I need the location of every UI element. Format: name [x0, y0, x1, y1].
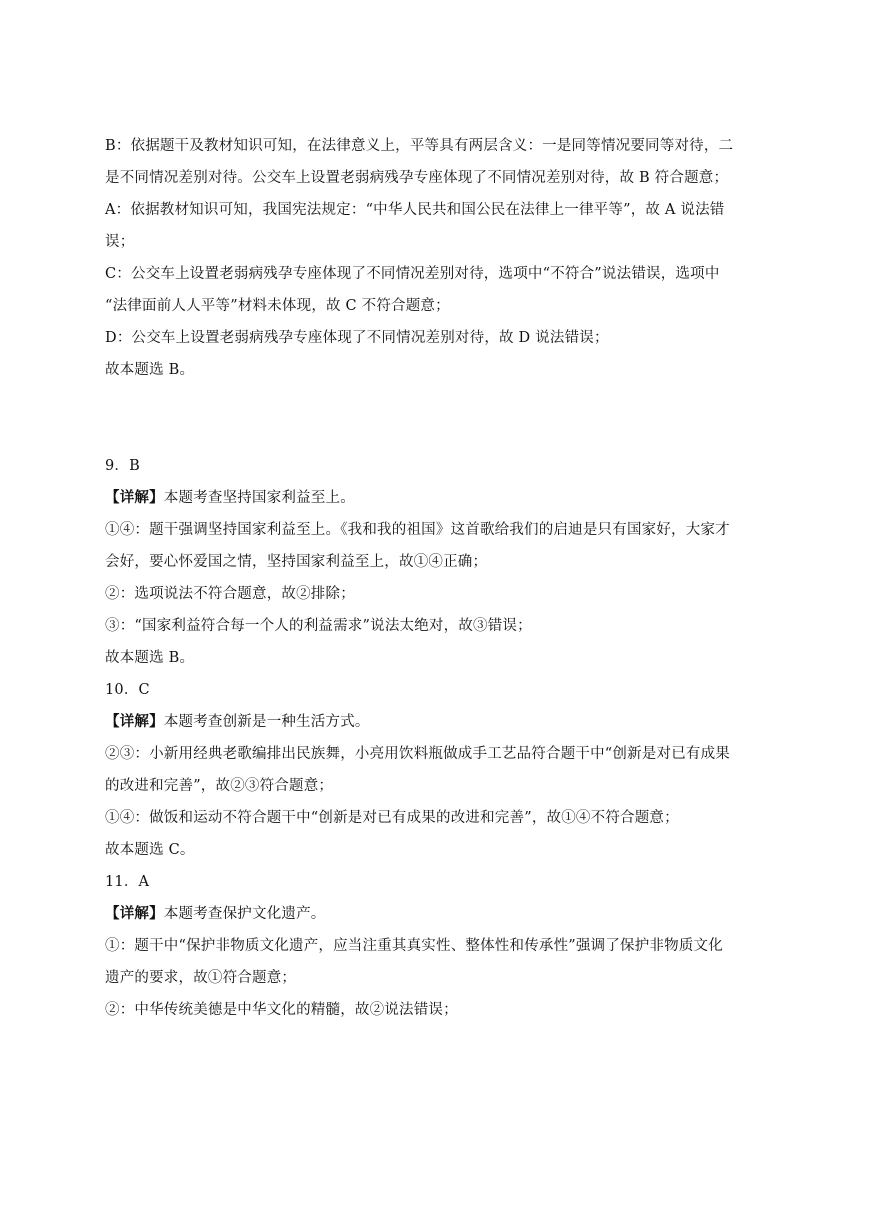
paragraph-line: ②：中华传统美德是中华文化的精髓，故②说法错误； [105, 1002, 458, 1018]
detail-line [105, 712, 775, 732]
detail-text: 本题考查保护文化遗产。 [163, 906, 326, 922]
paragraph-line: “法律面前人人平等”材料未体现，故 C 不符合题意； [105, 298, 450, 314]
paragraph-line: ①④：题干强调坚持国家利益至上。《我和我的祖国》这首歌给我们的启迪是只有国家好，大家才 [105, 522, 730, 538]
paragraph-line: 故本题选 C。 [105, 842, 195, 858]
paragraph-line: ②③：小新用经典老歌编排出民族舞，小亮用饮料瓶做成手工艺品符合题干中“创新是对已有成果 [105, 746, 731, 762]
paragraph-line: 误； [105, 234, 135, 250]
paragraph-line: ①：题干中“保护非物质文化遗产，应当注重其真实性、整体性和传承性”强调了保护非物质文化 [105, 938, 723, 954]
detail-tag: 【详解】 [105, 489, 164, 506]
paragraph-line: 的改进和完善”，故②③符合题意； [105, 778, 334, 794]
paragraph-line: 是不同情况差别对待。公交车上设置老弱病残孕专座体现了不同情况差别对待，故 B 符合题意； [105, 170, 729, 186]
paragraph-line: A：依据教材知识可知，我国宪法规定：“中华人民共和国公民在法律上一律平等”，故 A 说法错 [105, 202, 725, 218]
paragraph-line: ③：“国家利益符合每一个人的利益需求”说法太绝对，故③错误； [105, 618, 532, 634]
answer-explanation-page [105, 136, 775, 1032]
detail-text: 本题考查创新是一种生活方式。 [163, 714, 370, 730]
detail-text: 本题考查坚持国家利益至上。 [163, 490, 355, 506]
previous-question-explanation [105, 136, 775, 380]
question-answer: 9．B [105, 458, 140, 474]
detail-tag: 【详解】 [105, 713, 164, 730]
question-11-explanation [105, 872, 775, 1020]
paragraph-line: B：依据题干及教材知识可知，在法律意义上，平等具有两层含义：一是同等情况要同等对待，二 [105, 138, 734, 154]
paragraph-line: ①④：做饭和运动不符合题干中“创新是对已有成果的改进和完善”，故①④不符合题意； [105, 810, 679, 826]
question-9-explanation [105, 456, 775, 668]
detail-line [105, 904, 775, 924]
paragraph-line: 故本题选 B。 [105, 650, 195, 666]
paragraph-line: 故本题选 B。 [105, 362, 195, 378]
question-answer: 11．A [105, 874, 150, 890]
paragraph-line: 会好，要心怀爱国之情，坚持国家利益至上，故①④正确； [105, 554, 488, 570]
paragraph-line: C：公交车上设置老弱病残孕专座体现了不同情况差别对待，选项中“不符合”说法错误，选项中 [105, 266, 720, 282]
question-answer: 10．C [105, 682, 150, 698]
question-10-explanation [105, 680, 775, 860]
paragraph-line: ②：选项说法不符合题意，故②排除； [105, 586, 355, 602]
detail-tag: 【详解】 [105, 905, 164, 922]
detail-line [105, 488, 775, 508]
section-spacer [105, 392, 775, 456]
paragraph-line: 遗产的要求，故①符合题意； [105, 970, 297, 986]
paragraph-line: D：公交车上设置老弱病残孕专座体现了不同情况差别对待，故 D 说法错误； [105, 330, 609, 346]
